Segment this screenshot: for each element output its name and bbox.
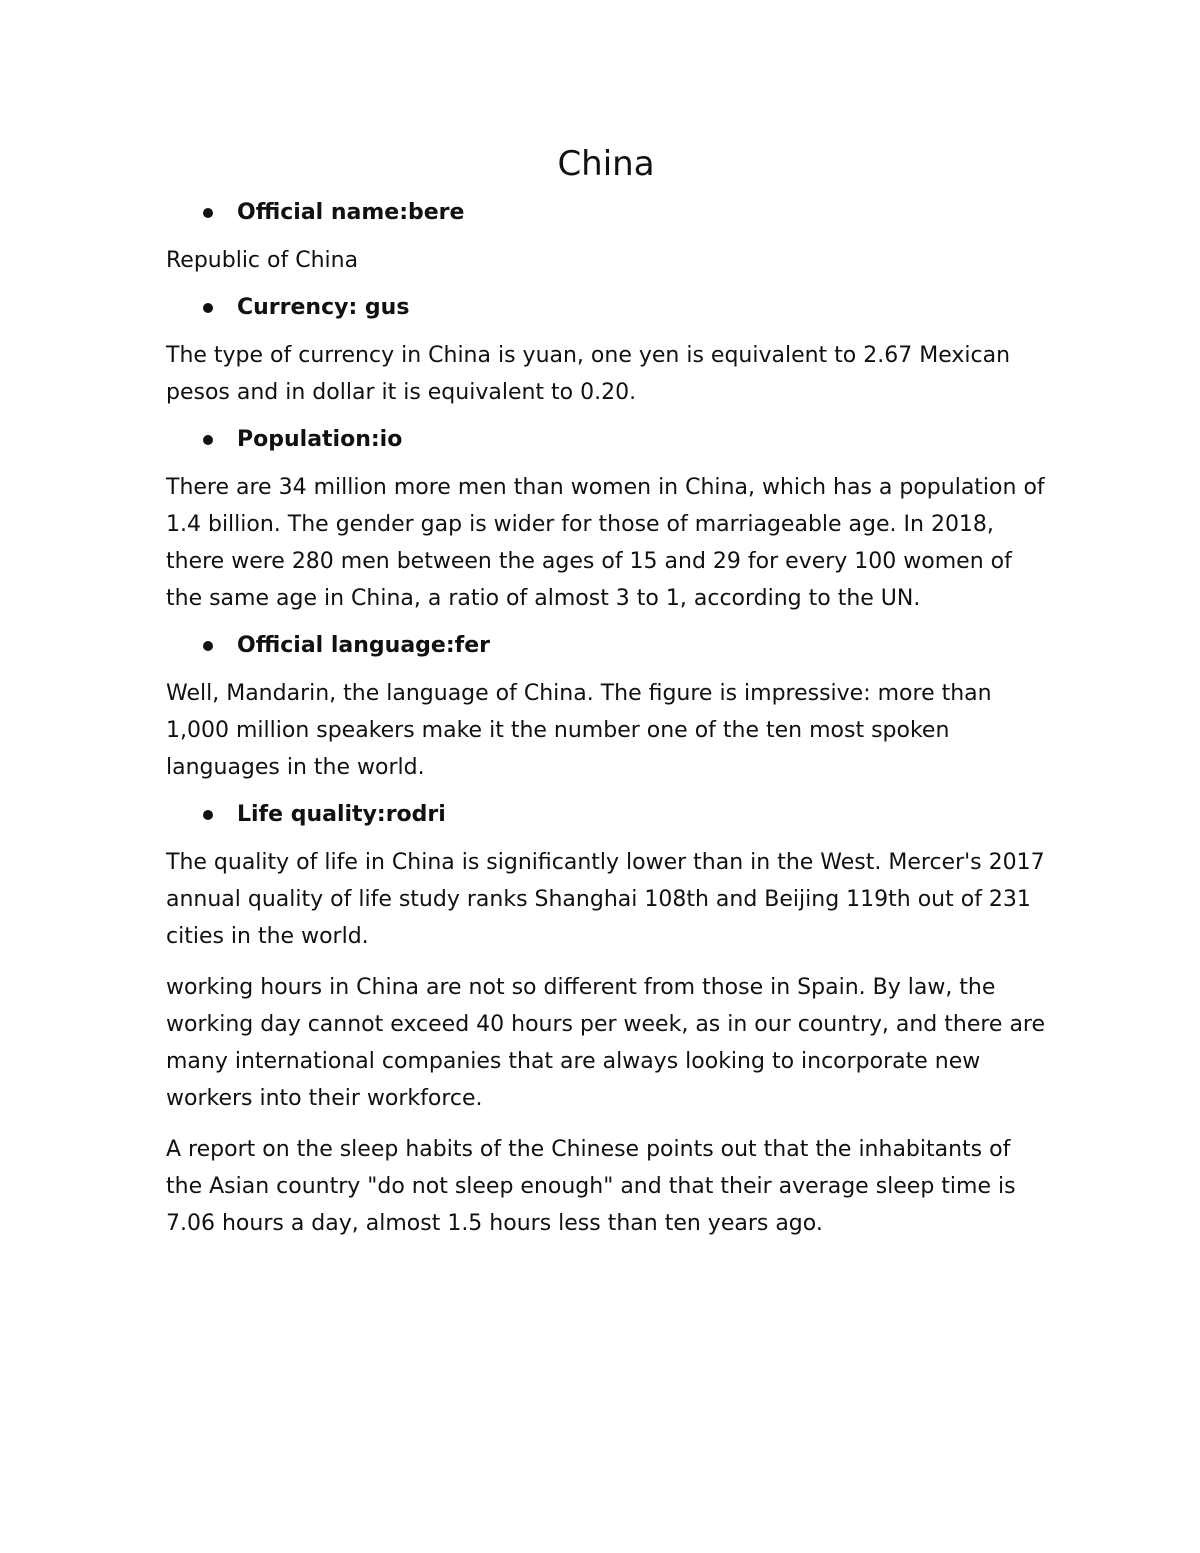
section-heading-label: Currency: gus bbox=[237, 295, 410, 320]
section-heading-currency bbox=[166, 293, 1046, 323]
document-body bbox=[166, 140, 1046, 1256]
section-heading-label: Population:io bbox=[237, 427, 403, 452]
section-heading-label: Life quality:rodri bbox=[237, 802, 446, 827]
bullet-icon bbox=[203, 303, 213, 313]
bullet-icon bbox=[203, 208, 213, 218]
section-heading-population bbox=[166, 425, 1046, 455]
bullet-icon bbox=[203, 641, 213, 651]
paragraph: There are 34 million more men than women in China, which has a population of 1.4 billion. The gender gap is wider for those of marriageable age. In 2018, there were 280 men between the ages of 15 and 29 for every 100 women of the same age in China, a ratio of almost 3 to 1, according to the UN. bbox=[166, 475, 1045, 611]
section-heading-life-quality bbox=[166, 800, 1046, 830]
paragraph: The type of currency in China is yuan, one yen is equivalent to 2.67 Mexican pesos and in dollar it is equivalent to 0.20. bbox=[166, 343, 1011, 405]
paragraph: A report on the sleep habits of the Chinese points out that the inhabitants of the Asian country "do not sleep enough" and that their average sleep time is 7.06 hours a day, almost 1.5 hours less than ten years ago. bbox=[166, 1137, 1016, 1236]
section-heading-label: Official language:fer bbox=[237, 633, 490, 658]
section-heading-label: Official name:bere bbox=[237, 200, 465, 225]
section-heading-official-name bbox=[166, 198, 1046, 228]
bullet-icon bbox=[203, 435, 213, 445]
section-heading-official-language bbox=[166, 631, 1046, 661]
paragraph: Well, Mandarin, the language of China. The figure is impressive: more than 1,000 million speakers make it the number one of the ten most spoken languages in the world. bbox=[166, 681, 992, 780]
bullet-icon bbox=[203, 810, 213, 820]
paragraph: working hours in China are not so different from those in Spain. By law, the working day cannot exceed 40 hours per week, as in our country, and there are many international companies that are always looking to incorporate new workers into their workforce. bbox=[166, 975, 1046, 1111]
paragraph: The quality of life in China is significantly lower than in the West. Mercer's 2017 annual quality of life study ranks Shanghai 108th and Beijing 119th out of 231 cities in the world. bbox=[166, 850, 1045, 949]
paragraph: Republic of China bbox=[166, 248, 359, 273]
document-title: China bbox=[557, 144, 655, 184]
